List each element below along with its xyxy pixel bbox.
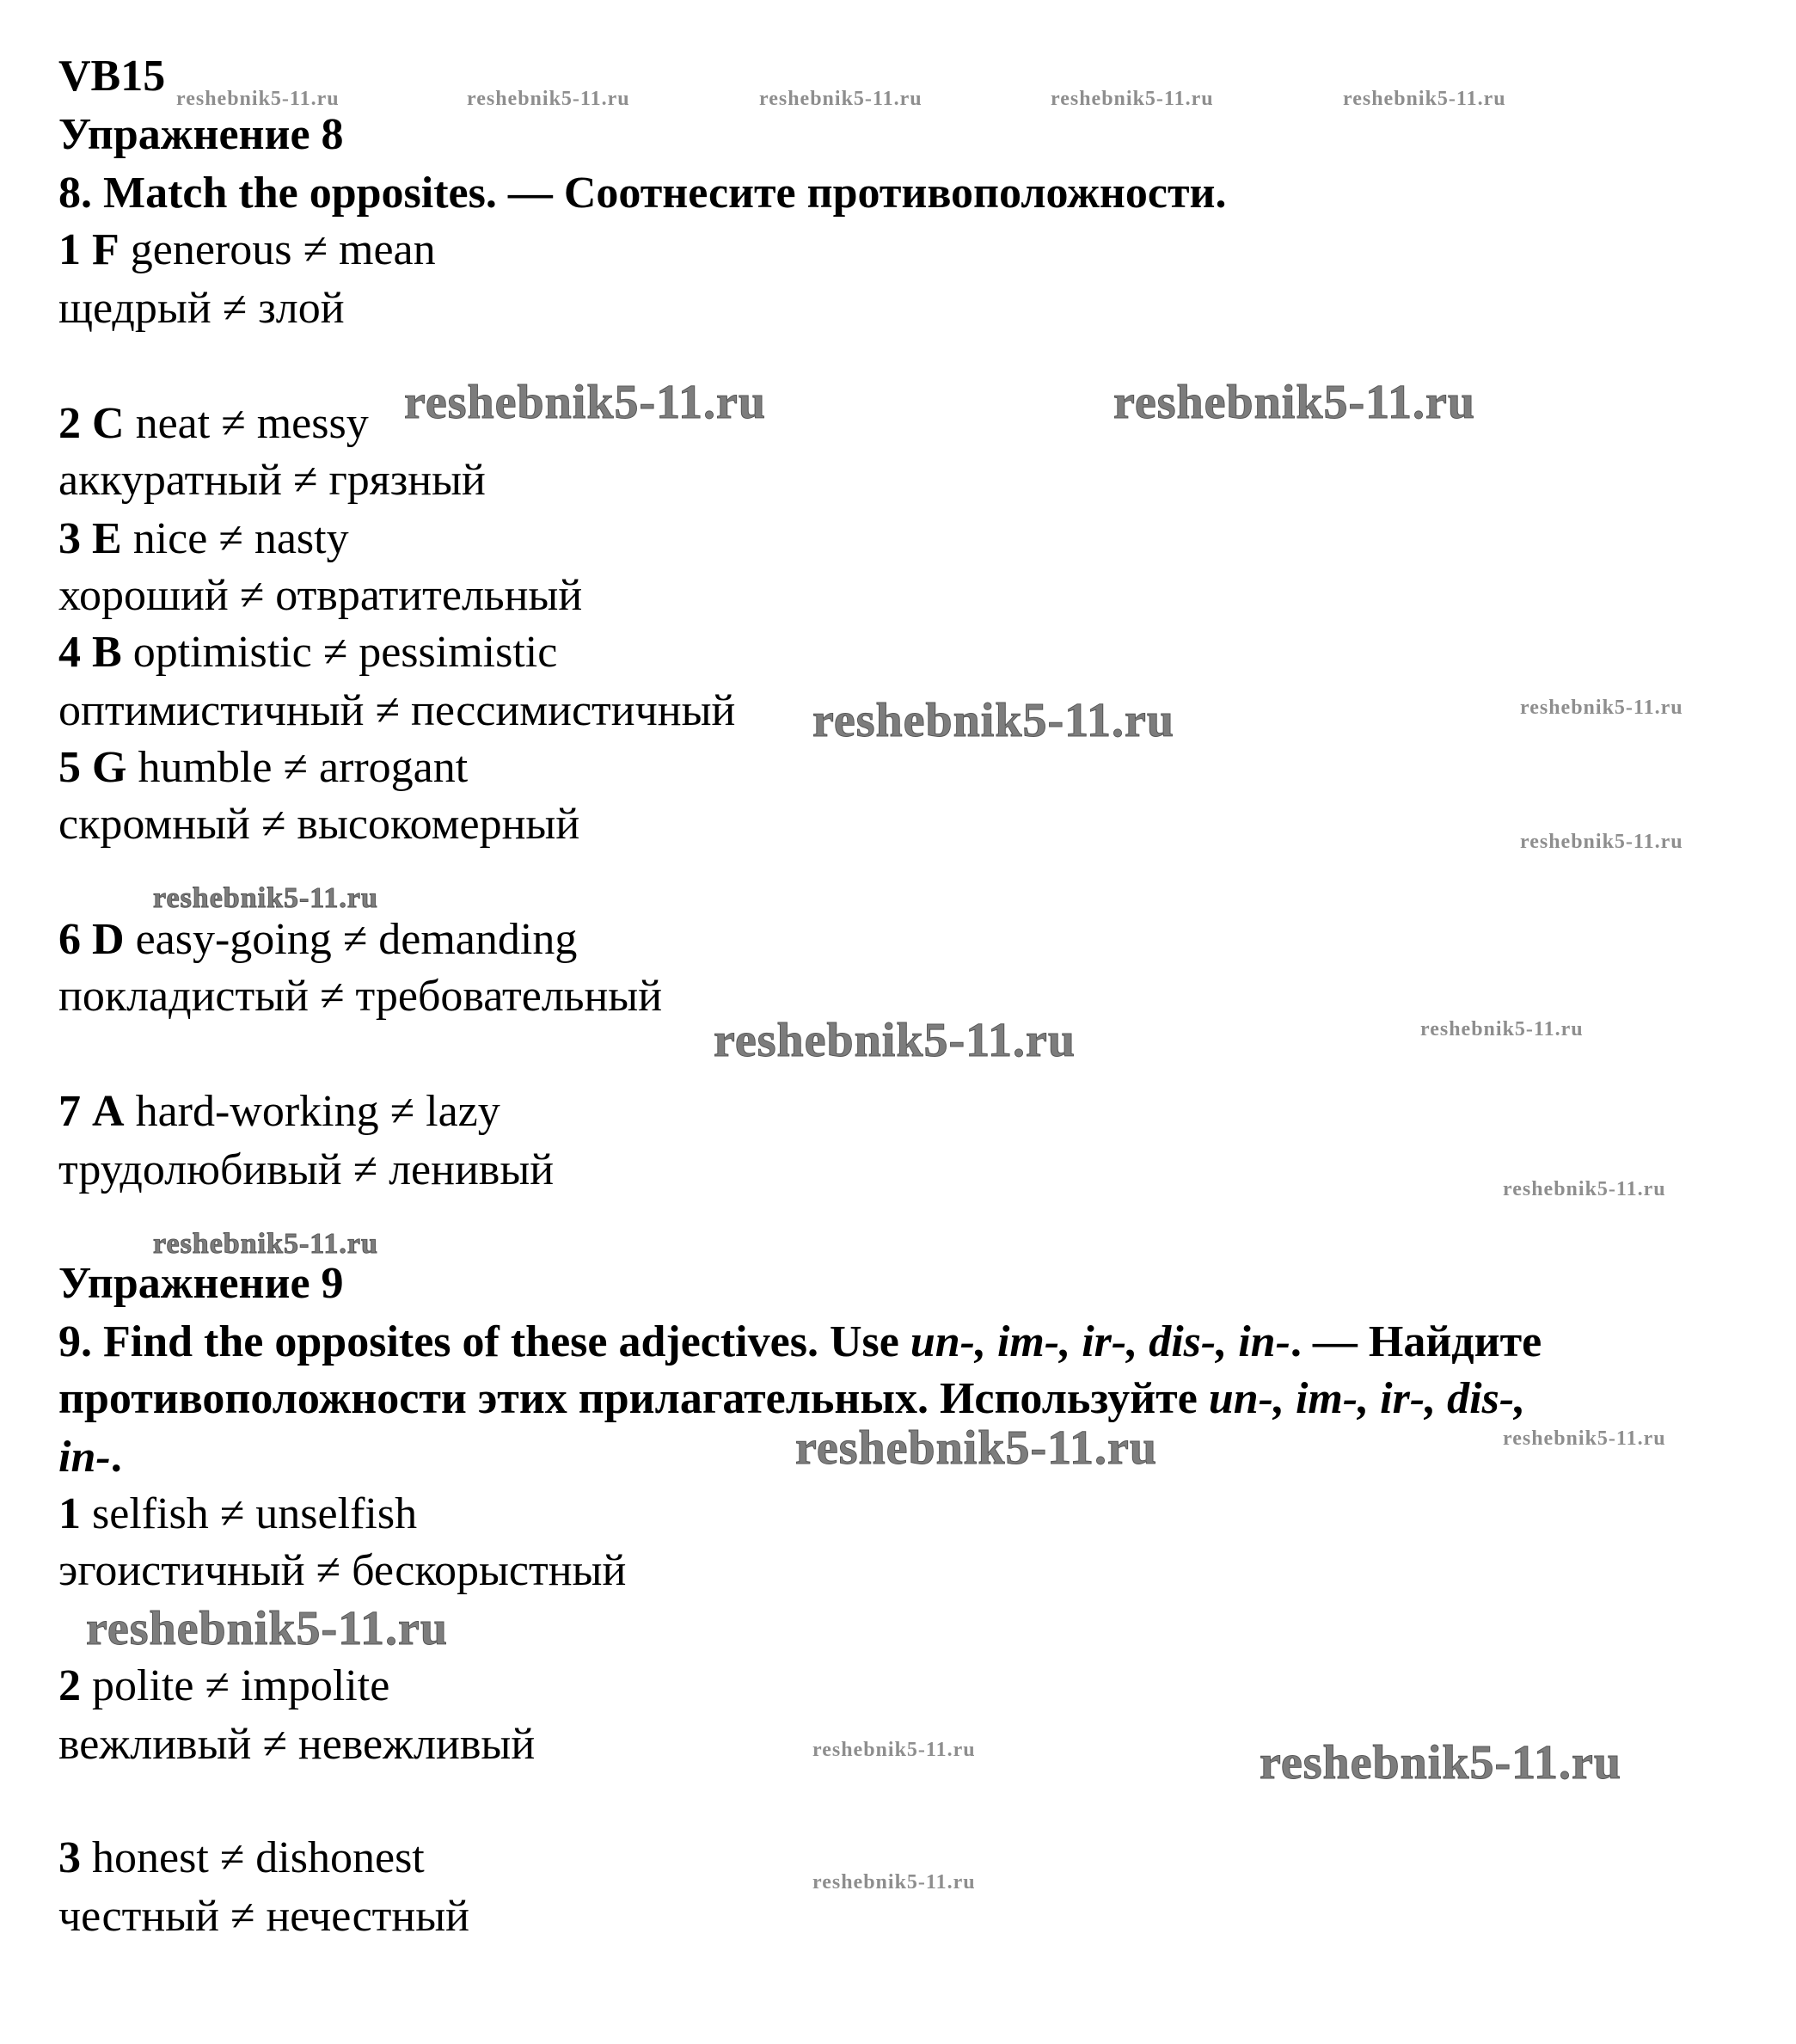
exercise-9-task-line-1: 9. Find the opposites of these adjectives. Use un-, im-, ir-, dis-, in-. — Найдите (58, 1317, 1542, 1366)
watermark: reshebnik5-11.ru (1051, 88, 1214, 110)
watermark: reshebnik5-11.ru (1260, 1736, 1622, 1789)
ex9-item-1-ru: эгоистичный ≠ бескорыстный (58, 1546, 627, 1595)
exercise-9-task-line-2: противоположности этих прилагательных. Используйте un-, im-, ir-, dis-, (58, 1374, 1526, 1423)
watermark: reshebnik5-11.ru (467, 88, 630, 110)
watermark: reshebnik5-11.ru (759, 88, 923, 110)
watermark: reshebnik5-11.ru (1113, 376, 1476, 429)
ex8-item-2-ru: аккуратный ≠ грязный (58, 456, 486, 505)
exercise-9-task-line-3: in-. (58, 1433, 122, 1482)
watermark: reshebnik5-11.ru (1420, 1018, 1584, 1040)
watermark: reshebnik5-11.ru (1503, 1427, 1666, 1450)
watermark: reshebnik5-11.ru (1520, 697, 1683, 719)
ex8-item-4-en: 4 B optimistic ≠ pessimistic (58, 628, 558, 677)
exercise-9-heading: Упражнение 9 (58, 1259, 344, 1308)
ex8-item-6-en: 6 D easy-going ≠ demanding (58, 915, 578, 964)
watermark: reshebnik5-11.ru (1520, 831, 1683, 853)
watermark: reshebnik5-11.ru (812, 694, 1175, 747)
ex8-item-7-en: 7 A hard-working ≠ lazy (58, 1087, 500, 1136)
watermark: reshebnik5-11.ru (176, 88, 340, 110)
watermark: reshebnik5-11.ru (153, 882, 378, 914)
ex8-item-4-ru: оптимистичный ≠ пессимистичный (58, 686, 736, 735)
ex8-item-2-en: 2 C neat ≠ messy (58, 399, 369, 448)
watermark: reshebnik5-11.ru (795, 1421, 1158, 1475)
watermark: reshebnik5-11.ru (153, 1228, 378, 1260)
ex9-item-1-en: 1 selfish ≠ unselfish (58, 1489, 418, 1538)
ex9-item-3-ru: честный ≠ нечестный (58, 1892, 470, 1941)
ex8-item-1-ru: щедрый ≠ злой (58, 284, 345, 333)
ex9-item-2-ru: вежливый ≠ невежливый (58, 1720, 536, 1769)
ex8-item-3-ru: хороший ≠ отвратительный (58, 571, 583, 620)
watermark: reshebnik5-11.ru (1343, 88, 1506, 110)
ex9-item-2-en: 2 polite ≠ impolite (58, 1661, 390, 1710)
watermark: reshebnik5-11.ru (86, 1602, 449, 1655)
exercise-8-task: 8. Match the opposites. — Соотнесите противоположности. (58, 169, 1227, 218)
page-code: VB15 (58, 52, 166, 101)
ex8-item-5-ru: скромный ≠ высокомерный (58, 800, 580, 849)
ex8-item-6-ru: покладистый ≠ требовательный (58, 972, 663, 1021)
ex8-item-7-ru: трудолюбивый ≠ ленивый (58, 1145, 555, 1194)
ex8-item-1-en: 1 F generous ≠ mean (58, 225, 436, 274)
watermark: reshebnik5-11.ru (1503, 1178, 1666, 1200)
watermark: reshebnik5-11.ru (404, 376, 767, 429)
ex8-item-5-en: 5 G humble ≠ arrogant (58, 743, 469, 792)
exercise-8-heading: Упражнение 8 (58, 110, 344, 159)
ex9-item-3-en: 3 honest ≠ dishonest (58, 1833, 425, 1882)
watermark: reshebnik5-11.ru (812, 1739, 976, 1761)
watermark: reshebnik5-11.ru (714, 1014, 1076, 1067)
ex8-item-3-en: 3 E nice ≠ nasty (58, 514, 349, 563)
watermark: reshebnik5-11.ru (812, 1871, 976, 1894)
